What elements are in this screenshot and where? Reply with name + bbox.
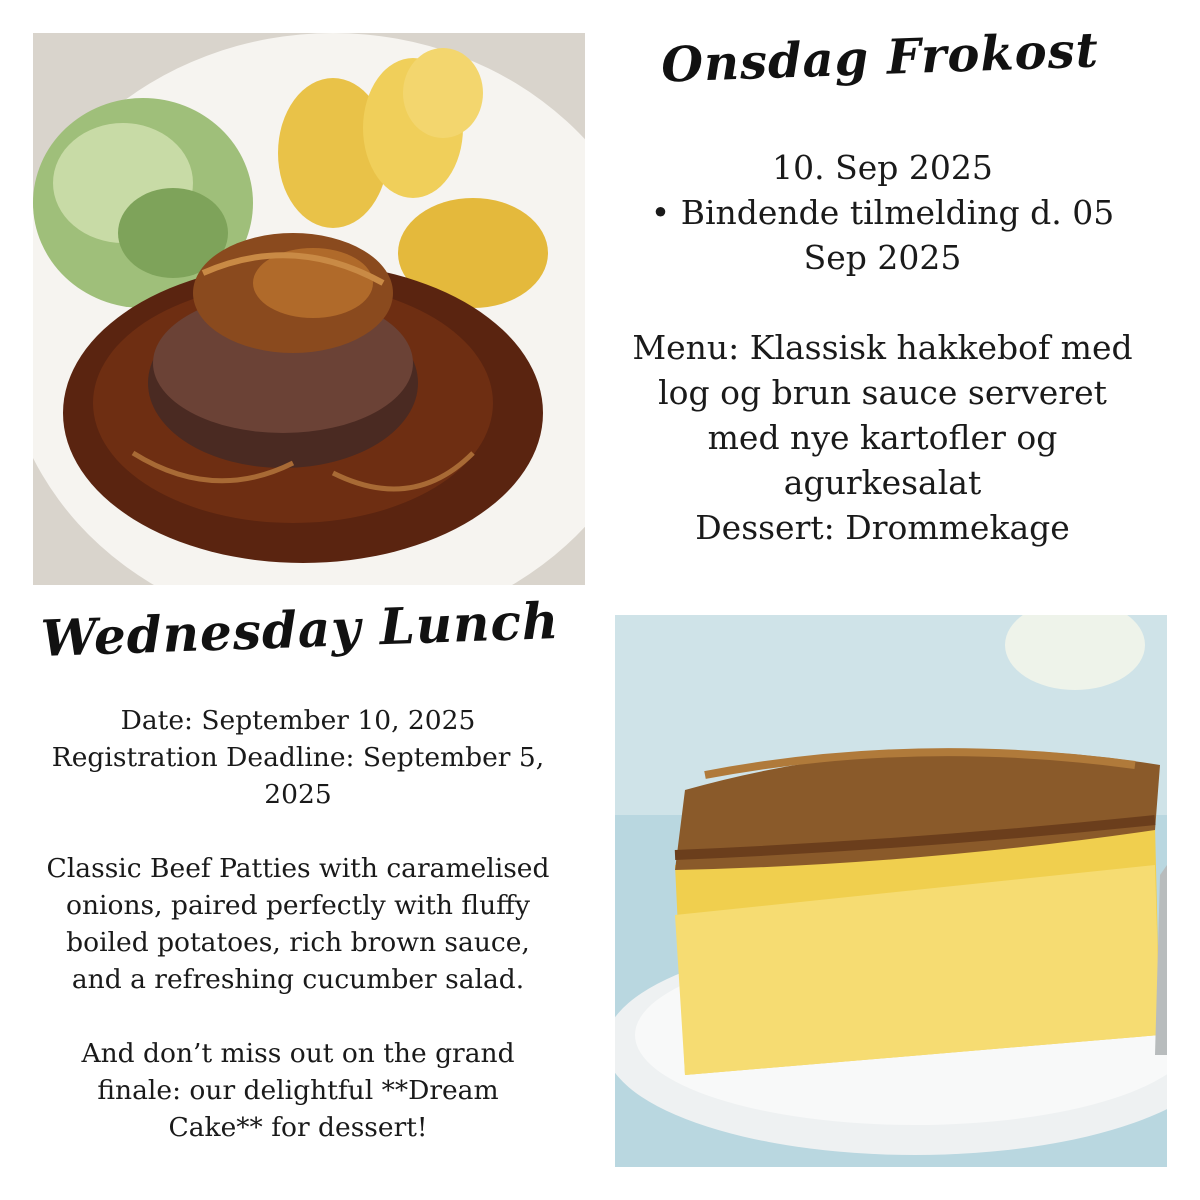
danish-menu-line: agurkesalat xyxy=(783,463,982,502)
danish-dessert: Dessert: Drommekage xyxy=(695,508,1070,547)
english-menu-line: Classic Beef Patties with caramelised xyxy=(46,853,550,884)
english-details xyxy=(33,702,563,1146)
english-date: Date: September 10, 2025 xyxy=(120,705,476,736)
danish-details xyxy=(615,145,1150,550)
english-menu-line: boiled potatoes, rich brown sauce, xyxy=(66,927,530,958)
danish-title: Onsdag Frokost xyxy=(660,22,1100,94)
beef-patty-photo xyxy=(33,33,585,585)
english-dessert-line: And don’t miss out on the grand xyxy=(81,1038,515,1069)
danish-deadline-line-2: Sep 2025 xyxy=(803,238,962,277)
danish-deadline-line-1: • Bindende tilmelding d. 05 xyxy=(650,193,1115,232)
english-deadline-line-2: 2025 xyxy=(264,779,332,810)
english-menu-line: onions, paired perfectly with fluffy xyxy=(66,890,530,921)
dream-cake-photo xyxy=(615,615,1167,1167)
english-title: Wednesday Lunch xyxy=(39,590,561,669)
english-dessert-line: finale: our delightful **Dream xyxy=(97,1075,499,1106)
english-dessert-line: Cake** for dessert! xyxy=(168,1112,428,1143)
danish-date: 10. Sep 2025 xyxy=(772,148,993,187)
english-deadline-line-1: Registration Deadline: September 5, xyxy=(51,742,545,773)
english-menu-line: and a refreshing cucumber salad. xyxy=(71,964,525,995)
danish-menu-line: log og brun sauce serveret xyxy=(658,373,1107,412)
danish-menu-line: Menu: Klassisk hakkebof med xyxy=(632,328,1133,367)
danish-menu-line: med nye kartofler og xyxy=(707,418,1058,457)
